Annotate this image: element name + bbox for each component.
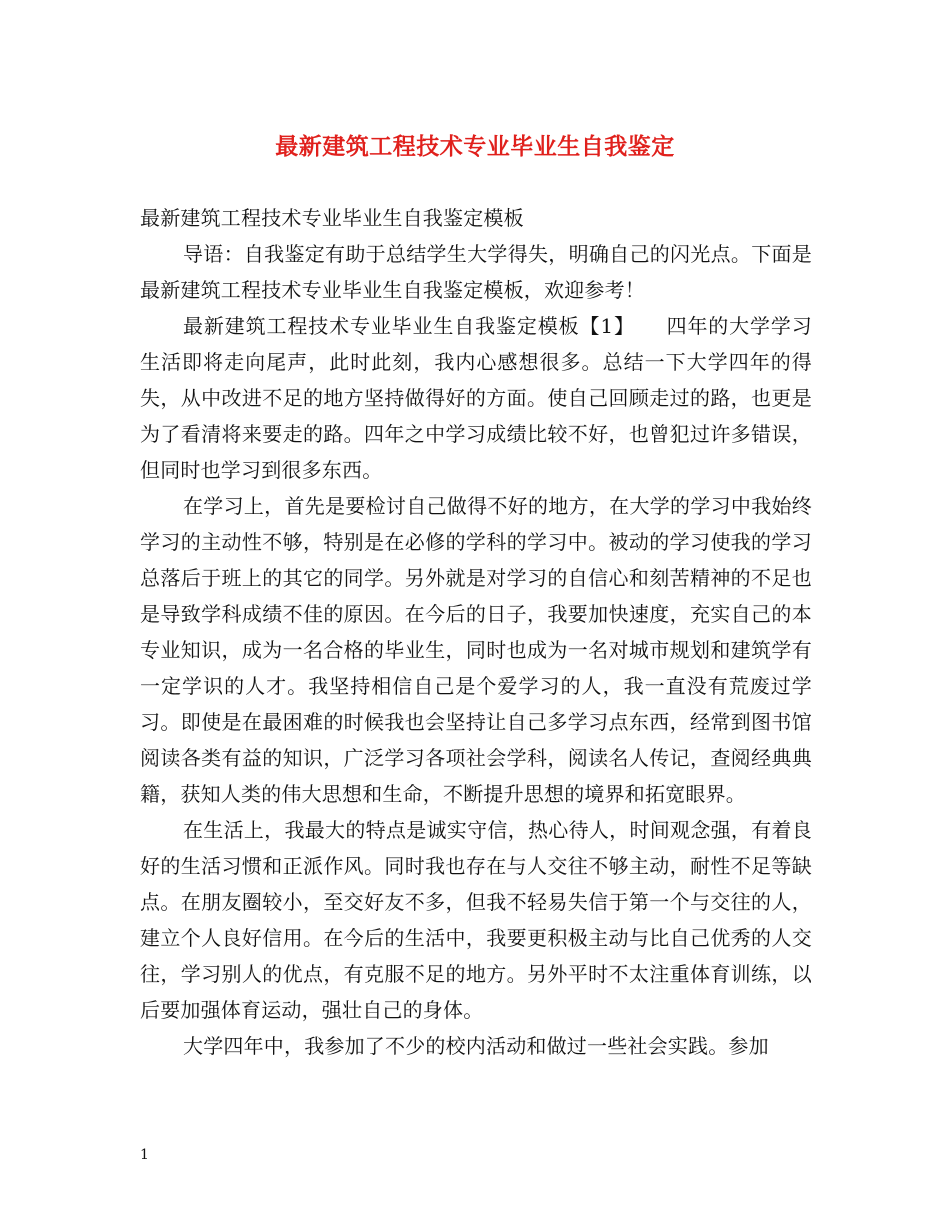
activities-paragraph: 大学四年中，我参加了不少的校内活动和做过一些社会实践。参加: [183, 1034, 769, 1058]
document-title: 最新建筑工程技术专业毕业生自我鉴定: [275, 133, 675, 160]
template-heading-paragraph: 最新建筑工程技术专业毕业生自我鉴定模板【1】 四年的大学学习生活即将走向尾声，此时此刻，我内心感想很多。总结一下大学四年的得失，从中改进不足的地方坚持做得好的方面。使自己回顾走过的路，也更是为了看清将来要走的路。四年之中学习成绩比较不好，也曾犯过许多错误，但同时也学习到很多东西。: [140, 314, 812, 482]
document-body: [140, 200, 812, 1064]
intro-paragraph: 导语：自我鉴定有助于总结学生大学得失，明确自己的闪光点。下面是最新建筑工程技术专业毕业生自我鉴定模板，欢迎参考！: [140, 242, 812, 302]
subtitle-paragraph: 最新建筑工程技术专业毕业生自我鉴定模板: [140, 206, 524, 230]
life-paragraph: 在生活上，我最大的特点是诚实守信，热心待人，时间观念强，有着良好的生活习惯和正派作风。同时我也存在与人交往不够主动，耐性不足等缺点。在朋友圈较小，至交好友不多，但我不轻易失信于第一个与交往的人，建立个人良好信用。在今后的生活中，我要更积极主动与比自己优秀的人交往，学习别人的优点，有克服不足的地方。另外平时不太注重体育训练，以后要加强体育运动，强壮自己的身体。: [140, 818, 812, 1022]
page-number: 1: [140, 1147, 149, 1163]
study-paragraph: 在学习上，首先是要检讨自己做得不好的地方，在大学的学习中我始终学习的主动性不够，特别是在必修的学科的学习中。被动的学习使我的学习总落后于班上的其它的同学。另外就是对学习的自信心和刻苦精神的不足也是导致学科成绩不佳的原因。在今后的日子，我要加快速度，充实自己的本专业知识，成为一名合格的毕业生，同时也成为一名对城市规划和建筑学有一定学识的人才。我坚持相信自己是个爱学习的人，我一直没有荒废过学习。即使是在最困难的时候我也会坚持让自己多学习点东西，经常到图书馆阅读各类有益的知识，广泛学习各项社会学科，阅读名人传记，查阅经典典籍，获知人类的伟大思想和生命，不断提升思想的境界和拓宽眼界。: [140, 494, 812, 806]
